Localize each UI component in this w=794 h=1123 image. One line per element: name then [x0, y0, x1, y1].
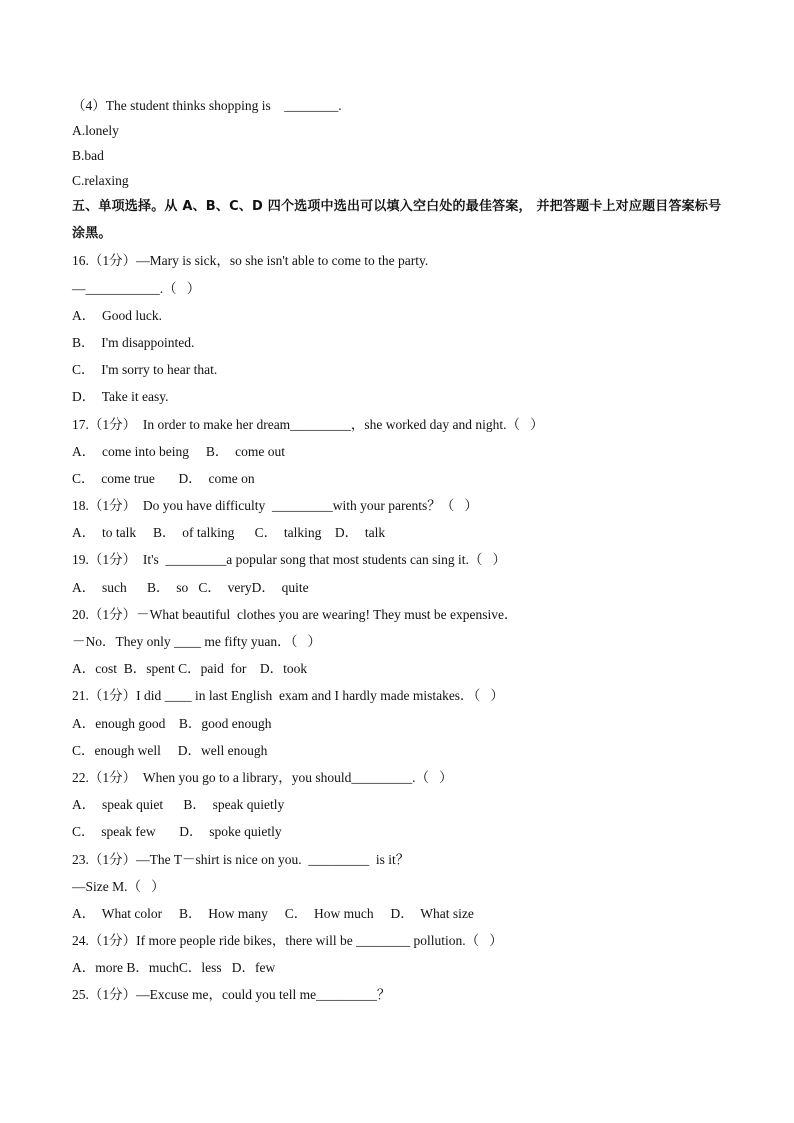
q16-option-c: C． I'm sorry to hear that.	[72, 362, 218, 378]
q18-options: A． to talk B． of talking C． talking D． talk	[72, 525, 386, 541]
q23-stem: 23.（1分）—The T－shirt is nice on you. _________ is it？	[72, 851, 410, 867]
q19-stem: 19.（1分） It's _________a popular song that most students can sing it.（ ）	[72, 552, 507, 568]
q17-options-cd: C． come true D． come on	[72, 470, 255, 486]
q22-options-cd: C． speak few D． spoke quietly	[72, 824, 282, 840]
question-4-option-a: A.lonely	[72, 123, 119, 138]
q23-stem-reply: —Size M.（ ）	[72, 878, 165, 894]
q23-options: A． What color B． How many C． How much D． What size	[72, 905, 474, 921]
q17-stem: 17.（1分） In order to make her dream_________，she worked day and night.（ ）	[72, 416, 544, 432]
q25-stem: 25.（1分）—Excuse me，could you tell me_________？	[72, 987, 391, 1003]
q16-option-b: B． I'm disappointed.	[72, 334, 195, 350]
section-5-title: 五、单项选择。从 A、B、C、D 四个选项中选出可以填入空白处的最佳答案， 并把答题卡上对应题目答案标号涂黑。	[72, 199, 722, 242]
q21-stem: 21.（1分）I did ____ in last English exam and I hardly made mistakes．（ ）	[72, 688, 504, 704]
q21-options-cd: C．enough well D．well enough	[72, 742, 268, 758]
q20-options: A．cost B．spent C．paid for D．took	[72, 661, 308, 677]
q21-options-ab: A．enough good B．good enough	[72, 715, 272, 731]
q20-stem-reply: －No．They only ____ me fifty yuan．（ ）	[72, 634, 321, 650]
q16-option-d: D． Take it easy.	[72, 389, 169, 405]
q22-stem: 22.（1分） When you go to a library，you should_________.（ ）	[72, 769, 453, 785]
q20-stem: 20.（1分）－What beautiful clothes you are wearing! They must be expensive．	[72, 606, 518, 622]
exam-page	[72, 94, 732, 1009]
question-4-option-b: B.bad	[72, 148, 104, 163]
q16-stem: 16.（1分）—Mary is sick，so she isn't able to come to the party.	[72, 253, 429, 269]
q18-stem: 18.（1分） Do you have difficulty _________with your parents？（ ）	[72, 498, 478, 514]
q19-options: A． such B． so C． veryD． quite	[72, 579, 309, 595]
question-4-stem: （4）The student thinks shopping is ________.	[72, 98, 342, 113]
q24-stem: 24.（1分）If more people ride bikes，there will be ________ pollution.（ ）	[72, 933, 503, 949]
question-4-option-c: C.relaxing	[72, 173, 129, 188]
q22-options-ab: A． speak quiet B． speak quietly	[72, 797, 285, 813]
q24-options: A．more B．muchC．less D．few	[72, 960, 276, 976]
q17-options-ab: A． come into being B． come out	[72, 443, 285, 459]
q16-stem-reply: —___________.（ ）	[72, 280, 201, 296]
q16-option-a: A． Good luck.	[72, 307, 162, 323]
